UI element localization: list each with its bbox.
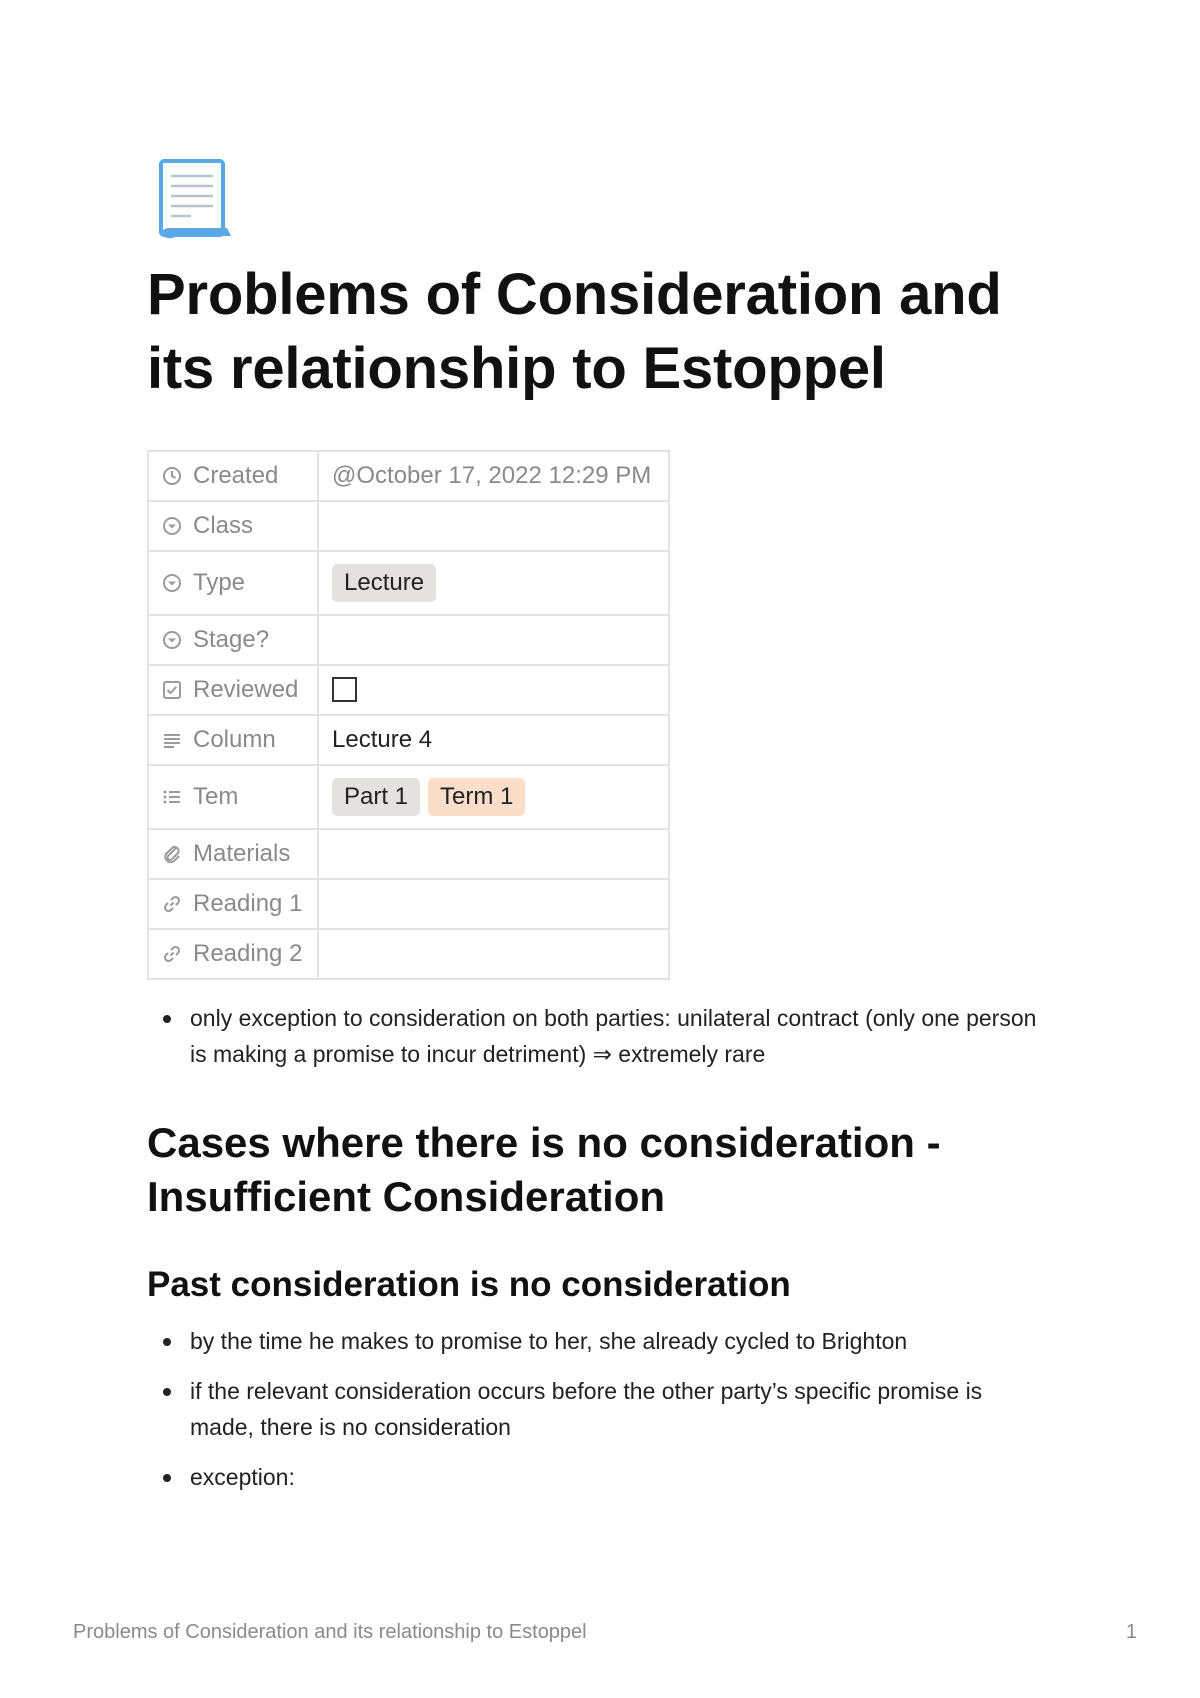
property-name: Materials bbox=[193, 840, 291, 867]
clock-icon bbox=[162, 466, 182, 486]
scroll-document-icon bbox=[157, 158, 233, 242]
property-row bbox=[148, 929, 669, 979]
page-title: Problems of Consideration and its relationship to Estoppel bbox=[147, 262, 1002, 401]
property-row bbox=[148, 665, 669, 715]
property-row bbox=[148, 451, 669, 501]
property-name: Tem bbox=[193, 783, 239, 810]
property-value: Lecture 4 bbox=[332, 726, 433, 753]
select-icon bbox=[162, 573, 182, 593]
property-value-cell[interactable] bbox=[318, 451, 669, 501]
property-value-cell[interactable] bbox=[318, 615, 669, 665]
section-bullet-list bbox=[147, 1323, 1047, 1509]
property-name: Reading 1 bbox=[193, 890, 303, 917]
property-name: Column bbox=[193, 726, 276, 753]
bullet-item: only exception to consideration on both parties: unilateral contract (only one person is making a promise to incur detriment) ⇒ extremely rare bbox=[147, 1000, 1047, 1072]
property-name: Reading 2 bbox=[193, 940, 303, 967]
property-row bbox=[148, 765, 669, 829]
property-name-cell bbox=[148, 615, 318, 665]
property-tag[interactable]: Part 1 bbox=[332, 778, 420, 816]
reviewed-checkbox[interactable] bbox=[332, 677, 357, 702]
footer-title: Problems of Consideration and its relationship to Estoppel bbox=[73, 1621, 587, 1643]
property-name-cell bbox=[148, 929, 318, 979]
property-value-cell[interactable] bbox=[318, 715, 669, 765]
property-name-cell bbox=[148, 451, 318, 501]
property-name-cell bbox=[148, 551, 318, 615]
paperclip-icon bbox=[162, 844, 182, 864]
list-icon bbox=[162, 787, 182, 807]
intro-bullet-list bbox=[147, 1000, 1047, 1086]
property-row bbox=[148, 829, 669, 879]
bullet-item: exception: bbox=[147, 1459, 1047, 1495]
property-value: @October 17, 2022 12:29 PM bbox=[332, 462, 652, 489]
property-name-cell bbox=[148, 501, 318, 551]
property-name-cell bbox=[148, 829, 318, 879]
text-lines-icon bbox=[162, 730, 182, 750]
property-value-cell[interactable] bbox=[318, 829, 669, 879]
property-name-cell bbox=[148, 765, 318, 829]
section-subheading: Past consideration is no consideration bbox=[147, 1265, 791, 1304]
property-row bbox=[148, 615, 669, 665]
property-tag[interactable]: Term 1 bbox=[428, 778, 525, 816]
property-name: Class bbox=[193, 512, 254, 539]
property-name: Reviewed bbox=[193, 676, 299, 703]
property-name-cell bbox=[148, 715, 318, 765]
property-value-cell[interactable] bbox=[318, 501, 669, 551]
property-row bbox=[148, 879, 669, 929]
property-name: Stage? bbox=[193, 626, 270, 653]
bullet-item: by the time he makes to promise to her, she already cycled to Brighton bbox=[147, 1323, 1047, 1359]
property-value-cell[interactable] bbox=[318, 879, 669, 929]
property-value-cell[interactable] bbox=[318, 551, 669, 615]
properties-table bbox=[147, 450, 670, 980]
property-row bbox=[148, 551, 669, 615]
link-icon bbox=[162, 894, 182, 914]
property-name-cell bbox=[148, 879, 318, 929]
property-row bbox=[148, 715, 669, 765]
property-value-cell[interactable] bbox=[318, 929, 669, 979]
property-tag[interactable]: Lecture bbox=[332, 564, 436, 602]
select-icon bbox=[162, 630, 182, 650]
checkbox-icon bbox=[162, 680, 182, 700]
section-heading: Cases where there is no consideration - Insufficient Consideration bbox=[147, 1119, 941, 1220]
link-icon bbox=[162, 944, 182, 964]
property-name: Type bbox=[193, 569, 246, 596]
bullet-item: if the relevant consideration occurs before the other party’s specific promise is made, there is no consideration bbox=[147, 1373, 1047, 1445]
property-value-cell[interactable] bbox=[318, 665, 669, 715]
property-row bbox=[148, 501, 669, 551]
property-name-cell bbox=[148, 665, 318, 715]
footer-page-number: 1 bbox=[1125, 1621, 1137, 1643]
select-icon bbox=[162, 516, 182, 536]
property-name: Created bbox=[193, 462, 279, 489]
property-value-cell[interactable] bbox=[318, 765, 669, 829]
